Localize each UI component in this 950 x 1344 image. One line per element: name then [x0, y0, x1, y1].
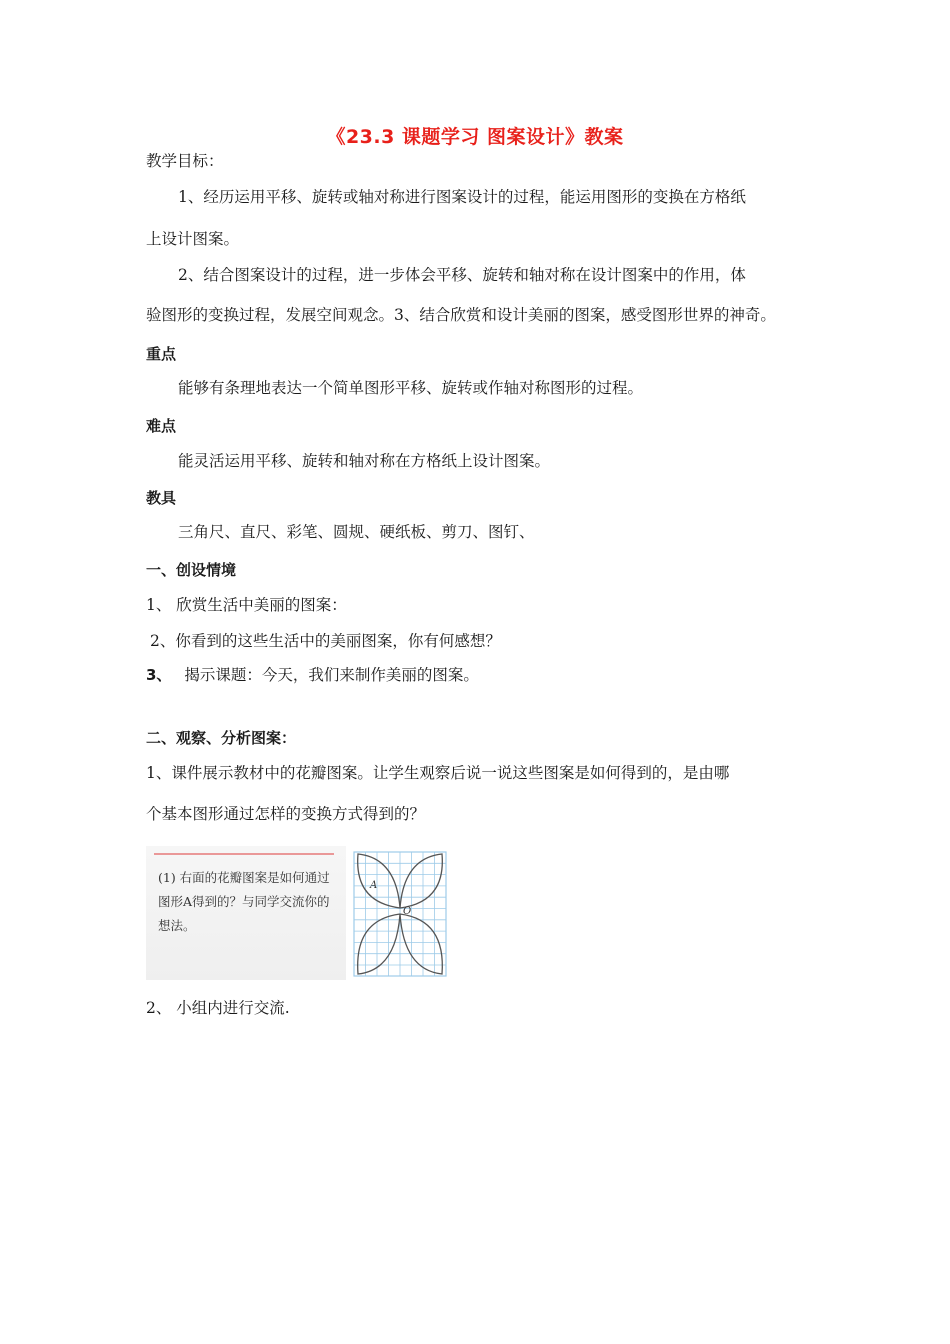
label-o: O — [403, 906, 412, 917]
difficulty-text: 能灵活运用平移、旋转和轴对称在方格纸上设计图案。 — [178, 452, 551, 470]
tools-text: 三角尺、直尺、彩笔、圆规、硬纸板、剪刀、图钉、 — [178, 523, 535, 541]
goal1-line1: 1、经历运用平移、旋转或轴对称进行图案设计的过程，能运用图形的变换在方格纸 — [178, 188, 746, 206]
petal-pattern-diagram — [352, 850, 448, 978]
s1-item1: 1、 欣赏生活中美丽的图案： — [146, 596, 347, 614]
s1-item3-number: 3、 — [146, 666, 172, 684]
difficulty-heading: 难点 — [146, 417, 177, 435]
s2-item1-line2: 个基本图形通过怎样的变换方式得到的？ — [146, 805, 426, 823]
s1-item3-text: 揭示课题：今天，我们来制作美丽的图案。 — [184, 666, 479, 684]
goal1-line2: 上设计图案。 — [146, 230, 240, 248]
goals-heading: 教学目标： — [146, 152, 224, 170]
key-heading: 重点 — [146, 345, 177, 363]
goal2-line1: 2、结合图案设计的过程，进一步体会平移、旋转和轴对称在设计图案中的作用，体 — [178, 266, 746, 284]
s2-item2: 2、 小组内进行交流. — [146, 999, 290, 1017]
petal-figure — [146, 846, 454, 980]
document-title: 《23.3 课题学习 图案设计》教案 — [326, 126, 624, 148]
key-text: 能够有条理地表达一个简单图形平移、旋转或作轴对称图形的过程。 — [178, 379, 644, 397]
s1-item3 — [146, 664, 479, 686]
label-a: A — [370, 880, 378, 891]
tools-heading: 教具 — [146, 489, 177, 507]
figure-accent-line — [154, 853, 334, 855]
section1-heading: 一、创设情境 — [146, 561, 237, 579]
section2-heading: 二、观察、分析图案： — [146, 729, 297, 747]
goal2-line2: 验图形的变换过程，发展空间观念。3、结合欣赏和设计美丽的图案，感受图形世界的神奇。 — [146, 306, 776, 324]
s1-item2: 2、你看到的这些生活中的美丽图案，你有何感想？ — [150, 632, 501, 650]
figure-caption: (1) 右面的花瓣图案是如何通过图形A得到的？与同学交流你的想法。 — [158, 870, 330, 933]
s2-item1-line1: 1、课件展示教材中的花瓣图案。让学生观察后说一说这些图案是如何得到的，是由哪 — [146, 764, 730, 782]
